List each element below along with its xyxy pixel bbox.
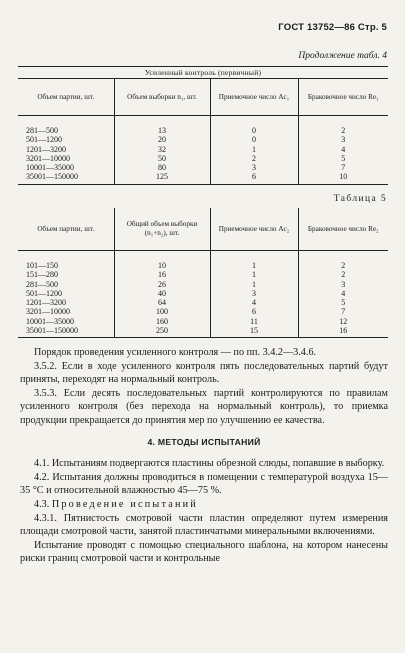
cell: 64 xyxy=(114,298,210,307)
table-row xyxy=(18,289,388,298)
cell: 1201—3200 xyxy=(26,144,66,154)
cell: 2 xyxy=(210,154,298,163)
subsection-heading xyxy=(20,498,388,512)
paragraph: 4.3.1. Пятнистость смотровой части пластин определяют путем измерения площади смотровой части, занятой пластинчатыми минеральными включениями. xyxy=(20,512,388,538)
paragraph: Испытание проводят с помощью специального шаблона, на котором нанесены риски границ смотровой части и контрольные xyxy=(20,539,388,565)
cell: 1 xyxy=(210,270,298,279)
cell: 6 xyxy=(210,307,298,316)
table-continuation-note: Продолжение табл. 4 xyxy=(298,51,387,61)
table-header-row xyxy=(18,208,388,251)
table-row xyxy=(18,163,388,172)
page-header: ГОСТ 13752—86 Стр. 5 xyxy=(278,22,387,33)
subsection-number: 4.3. xyxy=(34,498,50,510)
column-header: Общий объем выборки (n₁+n₂), шт. xyxy=(114,208,210,251)
cell: 7 xyxy=(298,163,388,172)
table-row xyxy=(18,280,388,289)
cell: 4 xyxy=(210,298,298,307)
table-caption-row xyxy=(18,67,388,79)
cell: 3 xyxy=(210,289,298,298)
cell: 5 xyxy=(298,154,388,163)
cell: 12 xyxy=(298,317,388,326)
cell: 501—1200 xyxy=(26,135,62,145)
cell: 160 xyxy=(114,317,210,326)
cell: 4 xyxy=(298,145,388,154)
cell: 32 xyxy=(114,145,210,154)
paragraph: 4.1. Испытаниям подвергаются пластины обрезной слюды, попавшие в выборку. xyxy=(34,458,385,470)
subsection-title: Проведение испытаний xyxy=(51,498,198,510)
paragraph: Порядок проведения усиленного контроля — по пп. 3.4.2—3.4.6. xyxy=(34,347,317,358)
cell: 40 xyxy=(114,289,210,298)
table-row xyxy=(18,317,388,326)
table-caption: Усиленный контроль (первичный) xyxy=(18,67,388,79)
cell: 10 xyxy=(298,172,388,181)
cell: 10001—35000 xyxy=(26,316,74,326)
cell: 3 xyxy=(298,135,388,144)
column-header: Приемочное число Ac₁ xyxy=(210,79,298,116)
cell: 35001—150000 xyxy=(26,326,78,336)
cell: 1 xyxy=(210,280,298,289)
cell: 501—1200 xyxy=(26,288,62,298)
table-row xyxy=(18,135,388,144)
cell: 16 xyxy=(114,270,210,279)
cell: 50 xyxy=(114,154,210,163)
body-text xyxy=(20,346,388,566)
column-header: Объем партии, шт. xyxy=(18,79,114,116)
table-5-label: Таблица 5 xyxy=(333,194,387,204)
table-row xyxy=(18,307,388,316)
cell: 80 xyxy=(114,163,210,172)
column-header: Браковочное число Re₂ xyxy=(298,208,388,251)
cell: 6 xyxy=(210,172,298,181)
cell: 0 xyxy=(210,126,298,135)
cell: 100 xyxy=(114,307,210,316)
cell: 5 xyxy=(298,298,388,307)
table-row xyxy=(18,261,388,270)
paragraph: 3.5.2. Если в ходе усиленного контроля пять последовательных партий будут приняты, переходят на нормальный контроль. xyxy=(20,360,388,386)
table-row xyxy=(18,154,388,163)
cell: 0 xyxy=(210,135,298,144)
cell: 2 xyxy=(298,126,388,135)
cell: 35001—150000 xyxy=(26,172,78,182)
cell: 7 xyxy=(298,307,388,316)
cell: 3 xyxy=(298,280,388,289)
column-header: Приемочное число Ac₂ xyxy=(210,208,298,251)
cell: 26 xyxy=(114,280,210,289)
cell: 281—500 xyxy=(26,126,58,135)
cell: 281—500 xyxy=(26,279,58,289)
cell: 13 xyxy=(114,126,210,135)
paragraph: 4.2. Испытания должны проводиться в помещении с температурой воздуха 15—35 °С и относительной влажностью 45—75 %. xyxy=(20,471,388,497)
paragraph: 3.5.3. Если десять последовательных партий контролируются по правилам усиленного контроля (без перехода на нормальный контроль), то приемка продукции прекращается до принятия мер по улучшению ее качества. xyxy=(20,387,388,426)
cell: 1 xyxy=(210,145,298,154)
cell: 2 xyxy=(298,261,388,270)
cell: 125 xyxy=(114,172,210,181)
table-row xyxy=(18,145,388,154)
table-row xyxy=(18,126,388,135)
table-5 xyxy=(18,208,388,338)
cell: 1201—3200 xyxy=(26,298,66,308)
cell: 16 xyxy=(298,326,388,335)
cell: 101—150 xyxy=(26,261,58,270)
table-row xyxy=(18,326,388,335)
column-header: Браковочное число Re₁ xyxy=(298,79,388,116)
table-header-row xyxy=(18,79,388,116)
column-header: Объем партии, шт. xyxy=(18,208,114,251)
cell: 3201—10000 xyxy=(26,307,70,317)
table-row xyxy=(18,298,388,307)
cell: 4 xyxy=(298,289,388,298)
cell: 15 xyxy=(210,326,298,335)
cell: 2 xyxy=(298,270,388,279)
cell: 10001—35000 xyxy=(26,163,74,173)
column-header: Объем выборки n₁, шт. xyxy=(114,79,210,116)
cell: 11 xyxy=(210,317,298,326)
table-row xyxy=(18,270,388,279)
cell: 3 xyxy=(210,163,298,172)
table-row xyxy=(18,172,388,181)
cell: 151—280 xyxy=(26,270,58,280)
section-heading: 4. МЕТОДЫ ИСПЫТАНИЙ xyxy=(147,436,261,447)
cell: 250 xyxy=(114,326,210,335)
cell: 3201—10000 xyxy=(26,153,70,163)
cell: 20 xyxy=(114,135,210,144)
table-4 xyxy=(18,66,388,185)
cell: 1 xyxy=(210,261,298,270)
cell: 10 xyxy=(114,261,210,270)
